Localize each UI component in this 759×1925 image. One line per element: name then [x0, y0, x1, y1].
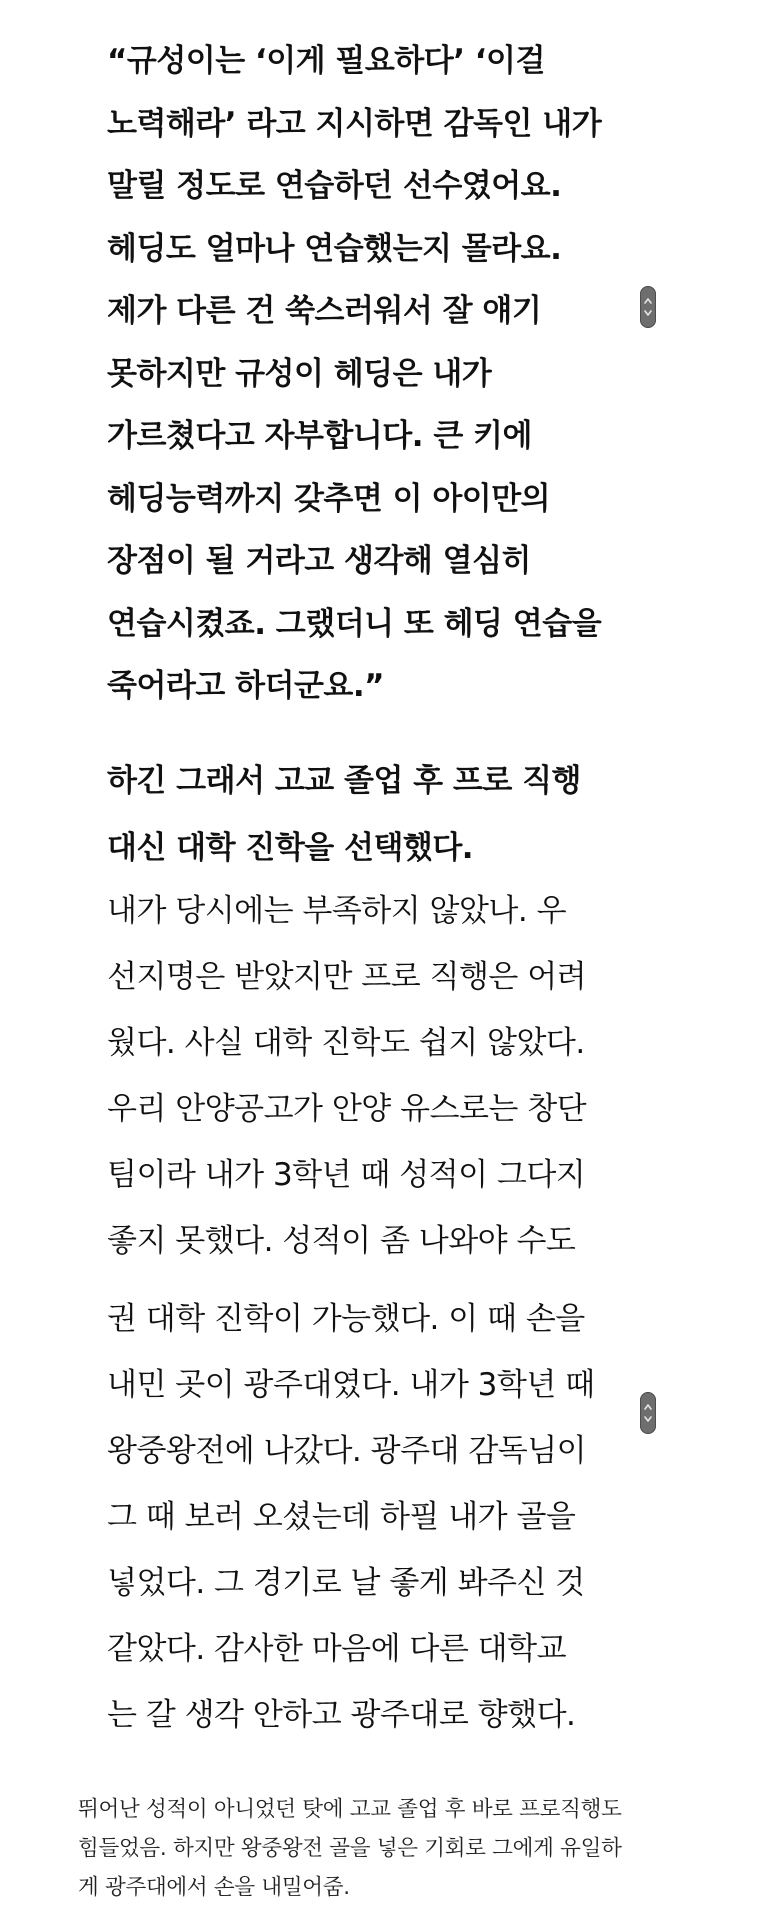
quote-line: “규성이는 ‘이게 필요하다’ ‘이걸	[107, 43, 545, 79]
quote-line: 죽어라고 하더군요.”	[107, 668, 385, 704]
body-line: 우리 안양공고가 안양 유스로는 창단	[107, 1091, 587, 1127]
heading-line: 대신 대학 진학을 선택했다.	[107, 830, 474, 866]
quote-line: 헤딩도 얼마나 연습했는지 몰라요.	[107, 230, 562, 267]
up-down-chevron-icon	[640, 1392, 656, 1434]
quote-line: 헤딩능력까지 갖추면 이 아이만의	[107, 480, 551, 517]
body-line: 그 때 보러 오셨는데 하필 내가 골을	[107, 1499, 576, 1535]
quote-line: 장점이 될 거라고 생각해 열심히	[107, 543, 531, 579]
body-line: 는 갈 생각 안하고 광주대로 향했다.	[107, 1697, 576, 1733]
body-line: 내민 곳이 광주대였다. 내가 3학년 때	[107, 1367, 595, 1403]
quote-line: 연습시켰죠. 그랬더니 또 헤딩 연습을	[107, 605, 602, 642]
body-line: 팀이라 내가 3학년 때 성적이 그다지	[107, 1157, 586, 1193]
body-line: 넣었다. 그 경기로 날 좋게 봐주신 것	[107, 1565, 585, 1601]
body-line: 왕중왕전에 나갔다. 광주대 감독님이	[107, 1433, 587, 1469]
body-line: 내가 당시에는 부족하지 않았나. 우	[107, 893, 567, 929]
body-line: 선지명은 받았지만 프로 직행은 어려	[107, 959, 587, 995]
body-line: 같았다. 감사한 마음에 다른 대학교	[107, 1631, 567, 1667]
post-caption	[78, 1790, 698, 1907]
quote-line: 말릴 정도로 연습하던 선수였어요.	[107, 168, 562, 204]
quote-line: 가르쳤다고 자부합니다. 큰 키에	[107, 418, 532, 454]
caption-line: 힘들었음. 하지만 왕중왕전 골을 넣은 기회로 그에게 유일하	[78, 1836, 622, 1861]
scroll-handle[interactable]	[640, 286, 656, 328]
caption-line: 게 광주대에서 손을 내밀어줌.	[78, 1875, 350, 1900]
quote-line: 노력해라’ 라고 지시하면 감독인 내가	[107, 105, 602, 142]
quote-line: 제가 다른 건 쑥스러워서 잘 얘기	[107, 293, 542, 329]
up-down-chevron-icon	[640, 286, 656, 328]
heading-line: 하긴 그래서 고교 졸업 후 프로 직행	[107, 763, 581, 799]
scroll-handle[interactable]	[640, 1392, 656, 1434]
answer-paragraph	[107, 878, 667, 1748]
body-line: 좋지 못했다. 성적이 좀 나와야 수도	[107, 1223, 576, 1259]
body-line: 웠다. 사실 대학 진학도 쉽지 않았다.	[107, 1025, 585, 1061]
question-heading	[107, 748, 667, 882]
body-line: 권 대학 진학이 가능했다. 이 때 손을	[107, 1301, 585, 1337]
caption-line: 뛰어난 성적이 아니었던 탓에 고교 졸업 후 바로 프로직행도	[78, 1797, 622, 1822]
paragraph-gap	[107, 1274, 667, 1286]
quote-line: 못하지만 규성이 헤딩은 내가	[107, 355, 492, 392]
interview-quote	[107, 30, 667, 718]
